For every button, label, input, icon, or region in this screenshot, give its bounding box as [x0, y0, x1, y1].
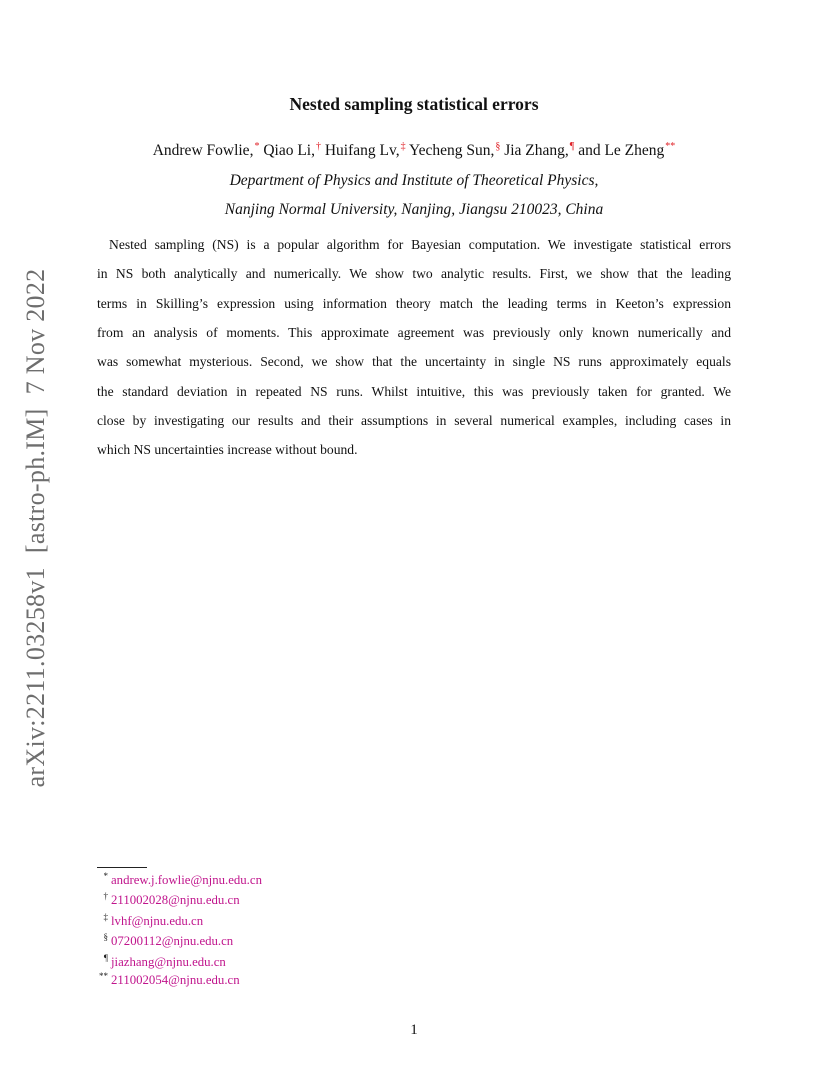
abstract-line: which NS uncertainties increase without bound.	[97, 442, 358, 457]
footnote-separator	[97, 867, 147, 868]
arxiv-id: arXiv:2211.03258v1	[21, 567, 50, 788]
abstract-line: the standard deviation in repeated NS runs. Whilst intuitive, this was previously taken for granted. We	[97, 384, 731, 399]
affiliation-line-1: Department of Physics and Institute of Theoretical Physics,	[229, 172, 599, 189]
page-number: 1	[410, 1022, 418, 1038]
author-list	[0, 142, 828, 160]
author-footnote-mark[interactable]: †	[315, 141, 321, 152]
abstract-line: from an analysis of moments. This approximate agreement was previously only known numerically and	[97, 325, 731, 340]
abstract-line: close by investigating our results and their assumptions in several numerical examples, including cases in	[97, 413, 731, 428]
email-link[interactable]: 07200112@njnu.edu.cn	[111, 934, 234, 948]
email-link[interactable]: 211002028@njnu.edu.cn	[111, 893, 240, 907]
abstract-line: terms in Skilling’s expression using information theory match the leading terms in Keeton’s expression	[97, 296, 731, 311]
affiliation-line-2: Nanjing Normal University, Nanjing, Jiangsu 210023, China	[224, 201, 604, 218]
author-footnote-mark[interactable]: *	[254, 141, 260, 152]
abstract-line: Nested sampling (NS) is a popular algorithm for Bayesian computation. We investigate statistical errors	[109, 237, 731, 252]
author-name: Jia Zhang,	[504, 142, 569, 159]
paper-title: Nested sampling statistical errors	[289, 94, 539, 114]
abstract-line: in NS both analytically and numerically. We show two analytic results. First, we show that the leading	[97, 266, 731, 281]
arxiv-date: 7 Nov 2022	[21, 268, 50, 395]
author-name: Yecheng Sun,	[408, 142, 495, 159]
arxiv-category: [astro-ph.IM]	[21, 408, 50, 554]
author-name: Huifang Lv,	[324, 142, 400, 159]
email-link[interactable]: jiazhang@njnu.edu.cn	[111, 955, 226, 969]
author-footnote-mark[interactable]: **	[665, 141, 676, 152]
author-footnote-mark[interactable]: §	[495, 141, 501, 152]
author-name: Andrew Fowlie,	[152, 142, 254, 159]
footnote-item: § 07200112@njnu.edu.cn	[103, 932, 234, 948]
footnote-item: ¶ jiazhang@njnu.edu.cn	[103, 953, 226, 969]
footnote-item: ‡ lvhf@njnu.edu.cn	[103, 912, 204, 928]
abstract-line: was somewhat mysterious. Second, we show that the uncertainty in single NS runs approximately equals	[97, 354, 731, 369]
footnote-item: † 211002028@njnu.edu.cn	[103, 891, 240, 907]
author-footnote-mark[interactable]: ¶	[569, 141, 575, 152]
arxiv-identifier-stamp	[21, 269, 51, 788]
author-name: and Le Zheng	[578, 142, 665, 159]
author-name: Qiao Li,	[263, 142, 315, 159]
email-link[interactable]: 211002054@njnu.edu.cn	[111, 973, 240, 987]
footnote-item: * andrew.j.fowlie@njnu.edu.cn	[103, 871, 262, 887]
email-link[interactable]: lvhf@njnu.edu.cn	[111, 914, 204, 928]
footnote-item: ** 211002054@njnu.edu.cn	[99, 971, 240, 987]
author-footnote-mark[interactable]: ‡	[400, 141, 406, 152]
email-link[interactable]: andrew.j.fowlie@njnu.edu.cn	[111, 873, 262, 887]
